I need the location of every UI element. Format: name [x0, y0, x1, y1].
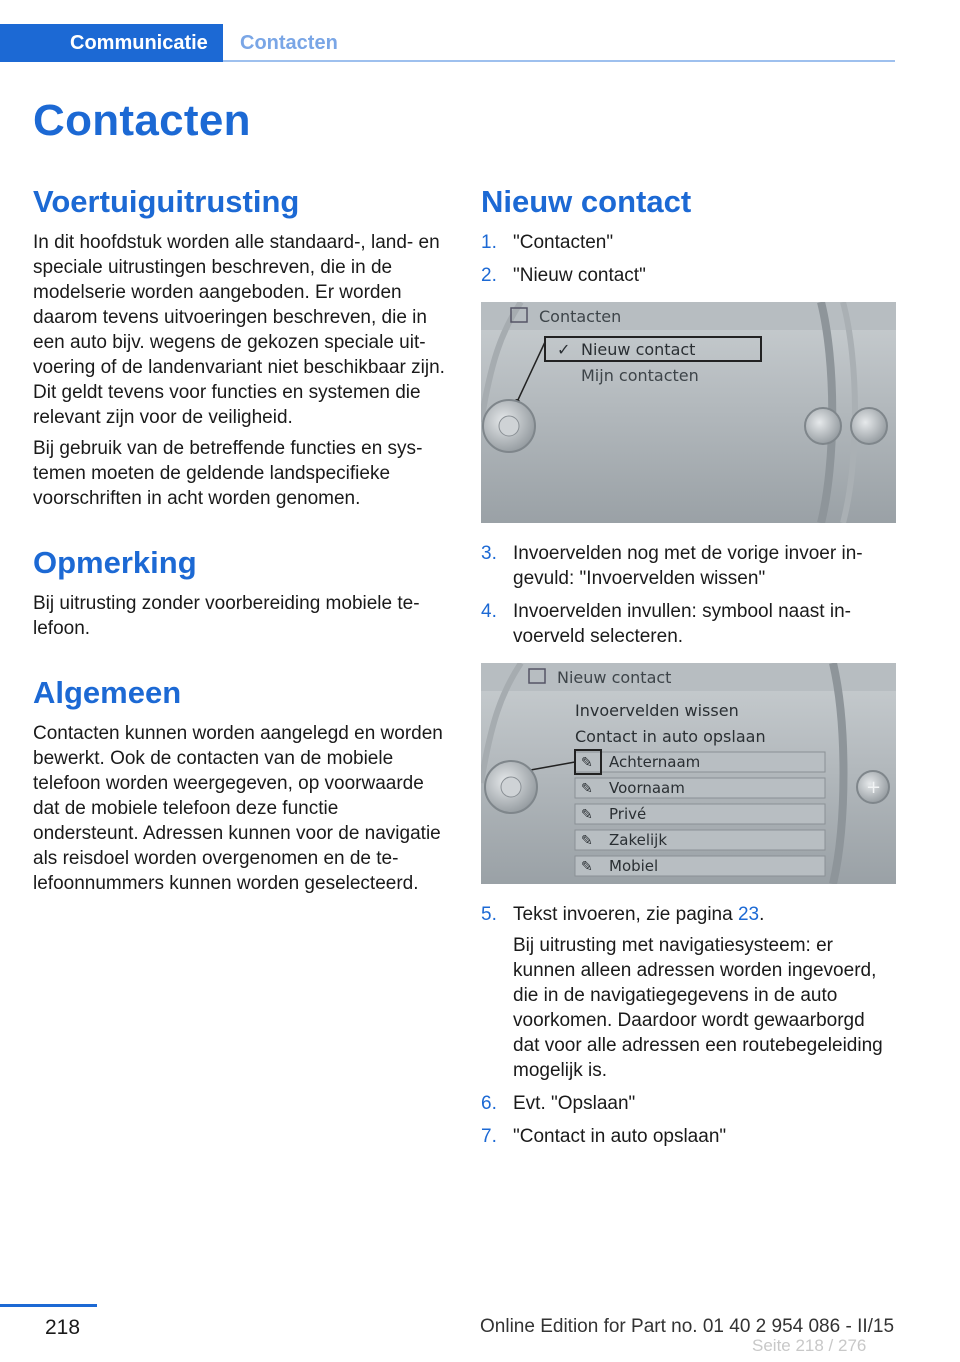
paragraph: Contacten kunnen worden aangelegd en worden bewerkt. Ook de contacten van de mobiele telefoon worden weergegeven, op voorwaarde dat de mobiele telefoon deze functie ondersteunt. Adressen kunnen voor de navigatie als reisdoel worden overgenomen en de telefoonnummers kunnen worden geselecteerd. — [33, 723, 443, 894]
edit-icon: ✎ — [581, 781, 593, 797]
watermark: Seite 218 / 276 — [752, 1336, 867, 1355]
page-link[interactable]: 23 — [737, 904, 760, 925]
step-text: "Contacten" — [513, 232, 614, 253]
check-icon: ✓ — [557, 340, 571, 359]
screen-title: Nieuw contact — [557, 668, 672, 687]
heading-algemeen: Algemeen — [33, 675, 182, 710]
edit-icon: ✎ — [581, 807, 593, 823]
menu-item: Contact in auto opslaan — [575, 727, 766, 746]
menu-item: Invoervelden wissen — [575, 701, 739, 720]
steps-list-b — [481, 541, 896, 649]
step-number: 7. — [481, 1126, 497, 1147]
paragraph: In dit hoofdstuk worden alle standaard-, land- en speciale uitrustingen beschreven, die in de modelserie worden aangeboden. Er worden daarom tevens uitvoeringen beschreven, die in een auto bijv. wegens de gekozen speciale uitvoering of de landenvariant niet beschikbaar zijn. Dit geldt tevens voor functies en systemen die relevant zijn voor de veiligheid. — [33, 232, 445, 428]
svg-text:+: + — [866, 777, 882, 798]
edit-icon: ✎ — [581, 859, 593, 875]
list-item — [481, 541, 896, 591]
step-number: 1. — [481, 232, 497, 253]
menu-item: Mijn contacten — [581, 366, 699, 385]
options-icon — [851, 408, 887, 444]
edition-text: Online Edition for Part no. 01 40 2 954 086 - II/15 — [480, 1316, 895, 1337]
screen-title: Contacten — [539, 307, 622, 326]
header-rule — [223, 60, 895, 62]
page-title: Contacten — [33, 96, 251, 145]
screenshot-nieuw-contact — [481, 663, 896, 884]
step-number: 2. — [481, 265, 497, 286]
step-text: Invoervelden nog met de vorige invoer ingevuld: "Invoervelden wissen" — [513, 543, 863, 589]
tab-communicatie[interactable]: Communicatie — [0, 24, 223, 62]
step-number: 3. — [481, 543, 497, 564]
field-label: Privé — [609, 805, 647, 823]
field-label: Voornaam — [609, 779, 685, 797]
field-label: Mobiel — [609, 857, 659, 875]
edit-icon: ✎ — [581, 833, 593, 849]
footer-rule — [0, 1304, 97, 1307]
steps-list-c — [481, 902, 896, 1149]
list-item — [481, 263, 896, 288]
screenshot-contacten-menu — [481, 302, 896, 523]
header-tabs — [0, 24, 895, 62]
step-text: Invoervelden invullen: symbool naast invoerveld selecteren. — [513, 601, 851, 647]
list-item — [481, 1091, 896, 1116]
step-number: 6. — [481, 1093, 497, 1114]
edit-icon: ✎ — [581, 755, 593, 771]
steps-list-a — [481, 230, 896, 288]
menu-item: Nieuw contact — [581, 340, 696, 359]
step-text: "Contact in auto opslaan" — [513, 1126, 727, 1147]
list-item — [481, 1124, 896, 1149]
paragraph: Bij uitrusting zonder voorbereiding mobiele telefoon. — [33, 593, 420, 639]
heading-voertuiguitrusting: Voertuiguitrusting — [33, 184, 300, 219]
notes-icon — [805, 408, 841, 444]
left-column — [33, 180, 448, 896]
heading-nieuw-contact: Nieuw contact — [481, 184, 692, 219]
step-text: Evt. "Opslaan" — [513, 1093, 636, 1114]
field-label: Zakelijk — [609, 831, 668, 849]
heading-opmerking: Opmerking — [33, 545, 197, 580]
step-text: Tekst invoeren, zie pagina — [513, 904, 738, 925]
step-subtext: Bij uitrusting met navigatiesysteem: er kunnen alleen adressen worden ingevoerd, die in de navigatiegegevens in de auto voorkomen. Daardoor wordt gewaarborgd dat voor alle adressen een routebegeleiding mogelijk is. — [513, 935, 883, 1081]
field-label: Achternaam — [609, 753, 701, 771]
list-item: 5. Tekst invoeren, zie pagina 23. Bij uitrusting met navigatiesysteem: er kunnen alleen adressen worden ingevoerd, die in de navigatiegegevens in de auto voorkomen. Daardoor wordt gewaarborgd dat voor alle adressen een routebegeleiding mogelijk is. — [481, 902, 896, 1083]
right-column — [481, 180, 896, 1157]
step-number: 4. — [481, 601, 497, 622]
step-text: "Nieuw contact" — [513, 265, 646, 286]
page-number: 218 — [45, 1316, 81, 1339]
paragraph: Bij gebruik van de betreffende functies en systemen moeten de geldende landspecifieke voorschriften in acht worden genomen. — [33, 438, 423, 509]
step-number: 5. — [481, 904, 497, 925]
list-item — [481, 230, 896, 255]
list-item — [481, 599, 896, 649]
tab-contacten[interactable]: Contacten — [240, 32, 338, 54]
